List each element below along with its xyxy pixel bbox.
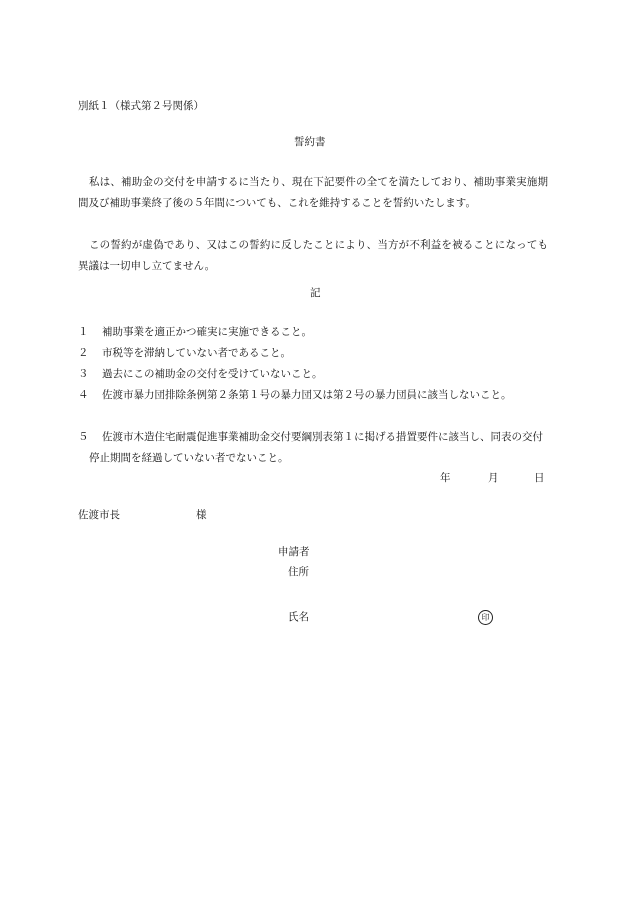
ki-heading: 記 <box>310 287 321 299</box>
requirement-number: １ <box>78 326 89 338</box>
applicant-label: 申請者 <box>278 546 310 558</box>
requirement-text: 佐渡市暴力団排除条例第２条第１号の暴力団又は第２号の暴力団員に該当しないこと。 <box>102 389 512 401</box>
date-year-label: 年 <box>440 472 451 484</box>
pledge-paragraph-2: この誓約が虚偽であり、又はこの誓約に反したことにより、当方が不利益を被ることになっても異議は一切申し立てません。 <box>78 239 548 272</box>
requirement-number: ５ <box>78 431 89 443</box>
form-reference: 別紙１（様式第２号関係） <box>78 100 204 112</box>
requirement-number: ３ <box>78 368 89 380</box>
date-month-label: 月 <box>488 472 499 484</box>
requirement-number: ２ <box>78 347 89 359</box>
requirement-text: 補助事業を適正かつ確実に実施できること。 <box>102 326 312 338</box>
pledge-paragraph-1: 私は、補助金の交付を申請するに当たり、現在下記要件の全てを満たしており、補助事業実施期間及び補助事業終了後の５年間についても、これを維持することを誓約いたします。 <box>78 176 548 209</box>
requirement-text: 佐渡市木造住宅耐震促進事業補助金交付要綱別表第１に掲げる措置要件に該当し、同表の交付停止期間を経過していない者でないこと。 <box>89 431 543 464</box>
addressee-name: 佐渡市長 <box>78 509 120 521</box>
addressee-honorific: 様 <box>196 509 207 521</box>
requirement-text: 市税等を滞納していない者であること。 <box>102 347 291 359</box>
date-day-label: 日 <box>534 472 545 484</box>
address-label: 住所 <box>288 566 309 578</box>
seal-icon: 印 <box>478 610 493 625</box>
requirement-number: ４ <box>78 389 89 401</box>
requirement-text: 過去にこの補助金の交付を受けていないこと。 <box>102 368 323 380</box>
document-title: 誓約書 <box>294 136 326 148</box>
name-label: 氏名 <box>288 611 309 623</box>
